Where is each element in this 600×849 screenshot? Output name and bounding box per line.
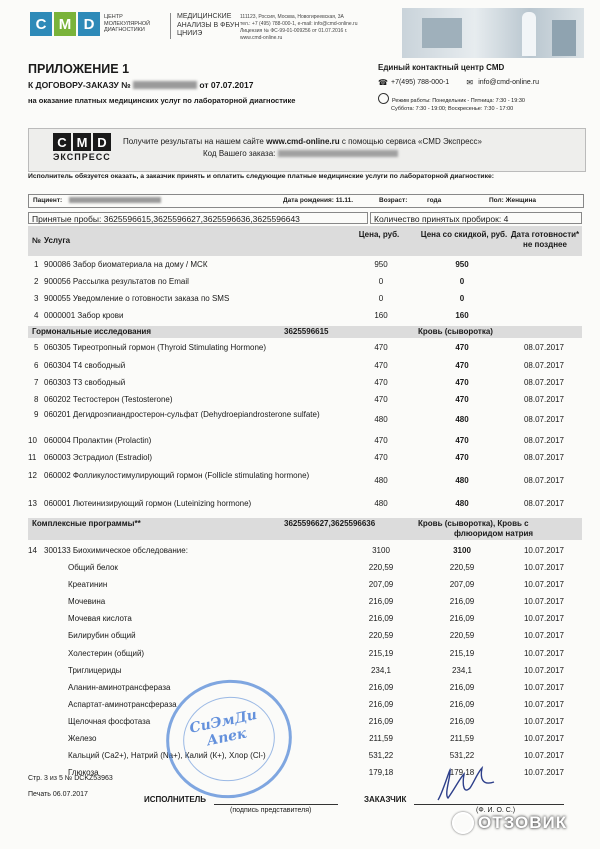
row-num: 12 [28, 471, 37, 480]
row-num: 13 [28, 499, 37, 508]
row-discount: 3100 [453, 546, 471, 555]
row-name: Аспартат-аминотрансфераза [68, 700, 177, 709]
customer-label: ЗАКАЗЧИК [364, 795, 407, 804]
row-price: 215,19 [368, 649, 394, 658]
table-header [28, 226, 582, 256]
express-logo-letter: M [73, 133, 91, 151]
row-discount: 470 [455, 453, 469, 462]
address-block [240, 14, 390, 42]
row-price: 480 [374, 415, 388, 424]
row-price: 480 [374, 476, 388, 485]
row-price: 0 [378, 277, 384, 286]
row-discount: 480 [455, 476, 469, 485]
row-name: 0000001 Забор крови [44, 311, 124, 320]
row-name: 900055 Уведомление о готовности заказа по SMS [44, 294, 230, 303]
print-date: Печать 06.07.2017 [28, 791, 88, 798]
patient-age-label: Возраст: [379, 197, 408, 204]
row-price: 220,59 [368, 563, 394, 572]
row-discount: 216,09 [449, 597, 475, 606]
row-date: 10.07.2017 [523, 649, 565, 658]
row-price: 470 [374, 378, 388, 387]
row-discount: 531,22 [449, 751, 475, 760]
row-price: 160 [374, 311, 388, 320]
col-date: Дата готовности* не позднее [510, 230, 580, 249]
stamp-text: СиЭмДи Апек [188, 706, 259, 750]
row-date: 10.07.2017 [523, 580, 565, 589]
row-discount: 470 [455, 361, 469, 370]
col-price: Цена, руб. [358, 230, 400, 239]
row-name: Кальций (Са2+), Натрий (Na+), Калий (К+), Хлор (Cl-) [68, 751, 266, 760]
patient-dob: Дата рождения: 11.11. [283, 197, 354, 204]
row-num: 6 [34, 361, 39, 370]
row-price: 470 [374, 436, 388, 445]
row-price: 950 [374, 260, 388, 269]
row-price: 216,09 [368, 717, 394, 726]
executor-sub: (подпись представителя) [230, 807, 312, 814]
contact-title: Единый контактный центр CMD [378, 63, 505, 72]
contract-prefix: К ДОГОВОРУ-ЗАКАЗУ № [28, 80, 131, 90]
row-name: Билирубин общий [68, 631, 136, 640]
row-num: 11 [28, 453, 37, 462]
address-line: www.cmd-online.ru [240, 35, 283, 41]
section-title: Гормональные исследования [32, 327, 152, 336]
row-price: 207,09 [368, 580, 394, 589]
probes-count: Количество принятых пробирок: 4 [370, 212, 582, 224]
row-discount: 220,59 [449, 631, 475, 640]
row-date: 10.07.2017 [523, 768, 565, 777]
clock-icon [378, 93, 389, 104]
row-num: 1 [34, 260, 39, 269]
row-discount: 480 [455, 415, 469, 424]
row-num: 9 [34, 410, 39, 419]
customer-sub: (Ф. И. О. С.) [476, 807, 516, 814]
row-price: 216,09 [368, 683, 394, 692]
row-name: Креатинин [68, 580, 108, 589]
row-discount: 950 [455, 260, 469, 269]
row-name: 060202 Тестостерон (Testosterone) [44, 395, 173, 404]
row-name: 060001 Лютеинизирующий гормон (Luteinizing hormone) [44, 499, 252, 508]
patient-row [28, 194, 584, 208]
express-text [123, 137, 482, 146]
row-date: 08.07.2017 [523, 476, 565, 485]
row-price: 220,59 [368, 631, 394, 640]
photo-equipment [552, 20, 576, 56]
row-date: 10.07.2017 [523, 734, 565, 743]
row-price: 216,09 [368, 700, 394, 709]
logo-letter-d: D [78, 12, 100, 36]
row-price: 3100 [372, 546, 390, 555]
contact-phone: +7(495) 788-000-1 [391, 79, 450, 86]
probes-received: Принятые пробы: 3625596615,3625596627,3625596636,3625596643 [28, 212, 368, 224]
row-date: 10.07.2017 [523, 751, 565, 760]
row-name: Холестерин (общий) [68, 649, 145, 658]
express-box [28, 128, 586, 172]
section-material: флюоридом натрия [454, 529, 534, 538]
row-discount: 0 [459, 277, 465, 286]
express-logo [53, 133, 113, 162]
section-probe: 3625596615 [284, 327, 329, 336]
watermark [452, 812, 567, 834]
hours-line: Режим работы: Понедельник - Пятница: 7:30 - 19:30 [392, 98, 525, 104]
logo-letter-m: M [54, 12, 76, 36]
row-name: Мочевая кислота [68, 614, 132, 623]
page-number: Стр. 3 из 5 № DCKZ53963 [28, 775, 113, 782]
logo-subtitle: ЦЕНТР МОЛЕКУЛЯРНОЙ ДИАГНОСТИКИ [104, 14, 151, 33]
row-discount: 480 [455, 499, 469, 508]
contract-suffix: от 07.07.2017 [199, 80, 254, 90]
row-discount: 179,18 [449, 768, 475, 777]
row-date: 08.07.2017 [523, 415, 565, 424]
express-text-prefix: Получите результаты на нашем сайте [123, 137, 264, 146]
row-date: 08.07.2017 [523, 395, 565, 404]
contact-email: info@cmd-online.ru [478, 79, 539, 86]
row-name: 300133 Биохимическое обследование: [44, 546, 188, 555]
row-name: Аланин-аминотрансфераза [68, 683, 171, 692]
working-hours [378, 93, 525, 113]
row-price: 531,22 [368, 751, 394, 760]
row-date: 10.07.2017 [523, 683, 565, 692]
row-date: 08.07.2017 [523, 436, 565, 445]
row-num: 4 [34, 311, 39, 320]
executor-signature-line [214, 804, 338, 805]
row-discount: 216,09 [449, 683, 475, 692]
row-name: 900086 Забор биоматериала на дому / МСК [44, 260, 208, 269]
row-discount: 470 [455, 436, 469, 445]
row-name: Триглицериды [68, 666, 122, 675]
section-material: Кровь (сыворотка) [418, 327, 493, 336]
row-num: 2 [34, 277, 39, 286]
redacted-code [278, 150, 398, 157]
address-line: Лицензия № ФС-99-01-009256 от 01.07.2016 г. [240, 28, 348, 34]
section-complex [28, 518, 582, 540]
patient-age-suffix: года [427, 197, 442, 204]
row-discount: 234,1 [451, 666, 473, 675]
row-price: 216,09 [368, 597, 394, 606]
row-name: 900056 Рассылка результатов по Email [44, 277, 189, 286]
watermark-text: ОТЗОВИК [478, 813, 568, 832]
row-price: 470 [374, 361, 388, 370]
row-discount: 470 [455, 378, 469, 387]
row-num: 10 [28, 436, 37, 445]
col-num: № [32, 236, 41, 245]
row-discount: 470 [455, 395, 469, 404]
contract-subtitle: на оказание платных медицинских услуг по лабораторной диагностике [28, 96, 296, 105]
section-hormones [28, 326, 582, 338]
row-discount: 216,09 [449, 614, 475, 623]
express-site-link: www.cmd-online.ru [266, 137, 340, 146]
patient-label: Пациент: [33, 197, 63, 204]
redacted-patient-name [69, 197, 161, 203]
row-discount: 220,59 [449, 563, 475, 572]
row-date: 10.07.2017 [523, 563, 565, 572]
row-date: 10.07.2017 [523, 546, 565, 555]
photo-equipment [422, 18, 462, 48]
row-name: Глюкоза [68, 768, 99, 777]
col-service: Услуга [44, 236, 71, 245]
camera-icon [452, 812, 474, 834]
row-num: 8 [34, 395, 39, 404]
row-discount: 215,19 [449, 649, 475, 658]
row-date: 10.07.2017 [523, 597, 565, 606]
row-name: Щелочная фосфотаза [68, 717, 151, 726]
executor-label: ИСПОЛНИТЕЛЬ [144, 795, 207, 804]
row-price: 234,1 [370, 666, 392, 675]
row-price: 179,18 [368, 768, 394, 777]
row-date: 10.07.2017 [523, 717, 565, 726]
row-date: 08.07.2017 [523, 361, 565, 370]
row-discount: 211,59 [450, 734, 474, 743]
section-probe: 3625596627,3625596636 [284, 519, 376, 528]
row-price: 470 [374, 343, 388, 352]
appendix-title: ПРИЛОЖЕНИЕ 1 [28, 62, 130, 76]
row-name: 060201 Дегидроэпиандростерон-сульфат (Dehydroepiandrosterone sulfate) [44, 410, 320, 419]
lab-photo [402, 8, 584, 58]
row-price: 470 [374, 395, 388, 404]
intro-text: Исполнитель обязуется оказать, а заказчик принять и оплатить следующие платные медицинские услуги по лабораторной диагностике: [28, 173, 495, 180]
order-code [203, 149, 398, 158]
contact-line [378, 78, 539, 87]
row-discount: 207,09 [449, 580, 475, 589]
col-discount: Цена со скидкой, руб. [420, 230, 508, 239]
express-logo-letter: D [93, 133, 111, 151]
row-num: 14 [28, 546, 37, 555]
redacted-number [133, 81, 197, 89]
row-discount: 470 [455, 343, 469, 352]
row-date: 08.07.2017 [523, 499, 565, 508]
row-price: 470 [374, 453, 388, 462]
row-name: 060002 Фолликулостимулирующий гормон (Follicle stimulating hormone) [44, 471, 310, 480]
row-name: 060304 Т4 свободный [44, 361, 126, 370]
row-price: 0 [378, 294, 384, 303]
contract-title [28, 80, 253, 90]
row-date: 10.07.2017 [523, 614, 565, 623]
phone-icon: ☎ [378, 78, 388, 87]
section-material: Кровь (сыворотка), Кровь с [418, 519, 529, 528]
email-icon: ✉ [466, 78, 474, 87]
row-date: 10.07.2017 [523, 700, 565, 709]
address-line: 111123, Россия, Москва, Новогиреевская, 3А [240, 14, 344, 20]
row-discount: 216,09 [449, 717, 475, 726]
seal-stamp [155, 668, 303, 810]
row-name: Общий белок [68, 563, 118, 572]
row-date: 08.07.2017 [523, 453, 565, 462]
express-text-suffix: с помощью сервиса «CMD Экспресс» [341, 137, 482, 146]
row-num: 5 [34, 343, 39, 352]
row-date: 10.07.2017 [523, 666, 565, 675]
photo-person [522, 12, 536, 56]
logo-letter-c: C [30, 12, 52, 36]
row-name: 060004 Пролактин (Prolactin) [44, 436, 152, 445]
med-title: МЕДИЦИНСКИЕ АНАЛИЗЫ В ФБУН ЦНИИЭ [170, 13, 243, 39]
patient-sex: Пол: Женщина [489, 197, 537, 204]
row-date: 10.07.2017 [523, 631, 565, 640]
row-name: Железо [68, 734, 97, 743]
row-name: Мочевина [68, 597, 106, 606]
row-price: 211,59 [369, 734, 393, 743]
row-discount: 0 [459, 294, 465, 303]
row-name: 060305 Тиреотропный гормон (Thyroid Stimulating Hormone) [44, 343, 267, 352]
row-date: 08.07.2017 [523, 343, 565, 352]
customer-signature-line [414, 804, 564, 805]
row-name: 060003 Эстрадиол (Estradiol) [44, 453, 152, 462]
address-line: тел.: +7 (495) 788-000-1, e-mail: info@cmd-online.ru [240, 21, 358, 27]
row-num: 7 [34, 378, 39, 387]
row-date: 08.07.2017 [523, 378, 565, 387]
row-num: 3 [34, 294, 39, 303]
row-price: 216,09 [368, 614, 394, 623]
cmd-logo [30, 12, 102, 38]
express-logo-letter: C [53, 133, 71, 151]
row-price: 480 [374, 499, 388, 508]
row-discount: 216,09 [449, 700, 475, 709]
order-code-label: Код Вашего заказа: [203, 149, 276, 158]
row-name: 060303 Т3 свободный [44, 378, 126, 387]
express-logo-word: ЭКСПРЕСС [53, 152, 111, 162]
row-discount: 160 [455, 311, 469, 320]
hours-line: Суббота: 7:30 - 19:00; Воскресенье: 7:30 - 17:00 [391, 105, 514, 112]
section-title: Комплексные программы** [32, 519, 141, 528]
handwritten-signature [430, 764, 500, 804]
